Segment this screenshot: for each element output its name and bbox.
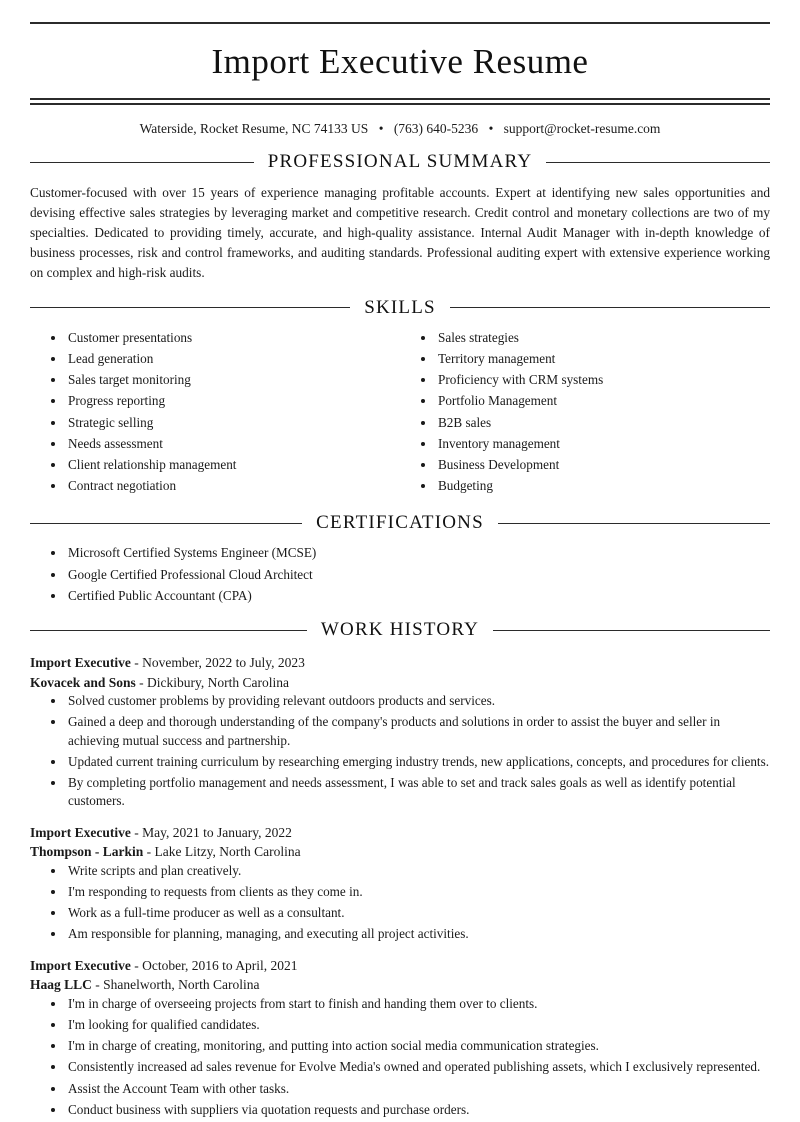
list-item: • Solved customer problems by providing relevant outdoors products and services. [66,692,770,710]
contact-separator-2: • [488,121,494,136]
job-title: Import Executive [30,824,131,840]
job-company: Haag LLC [30,977,92,993]
job-dash: - [134,655,139,671]
job-bullets [30,995,770,1119]
job-title-line [30,823,770,843]
section-title-skills: SKILLS [364,296,436,318]
contact-email[interactable]: support@rocket-resume.com [503,121,661,136]
job-bullets [30,862,770,944]
list-item: • Google Certified Professional Cloud Architect [66,566,770,584]
work-history-entry [30,956,770,1119]
list-item: • Business Development [436,456,770,474]
section-rule-right [450,307,770,308]
title-underline-rule [30,98,770,105]
list-item: • Conduct business with suppliers via quotation requests and purchase orders. [66,1101,770,1119]
contact-address: Waterside, Rocket Resume, NC 74133 US [139,121,369,136]
list-item: • Territory management [436,350,770,368]
job-dash: - [146,844,152,860]
job-title: Import Executive [30,655,131,671]
job-dash: - [134,824,139,840]
section-rule-left [30,162,254,163]
summary-paragraph: Customer-focused with over 15 years of experience managing profitable accounts. Expert at identifying new sales opportunities and devising effective sales strategies by leveraging market and competitive research. Credit control and monetary collections are two of my specialties. Dedicated to providing timely, accurate, and high-quality assistance. Internal Audit Manager with in-depth knowledge of business processes, risk and control frameworks, and auditing standards. Professional auditing expert with extensive experience working on complex and high-risk audits. [30,185,770,280]
list-item: • Client relationship management [66,456,400,474]
list-item: • Assist the Account Team with other tasks. [66,1080,770,1098]
job-company-line [30,673,770,693]
list-item: • Gained a deep and thorough understanding of the company's products and solutions in order to assist the buyer and seller in achieving mutual success and partnership. [66,713,770,749]
list-item: • Contract negotiation [66,477,400,495]
section-rule-right [493,630,770,631]
list-item: • I'm responding to requests from clients as they come in. [66,883,770,901]
list-item: • I'm in charge of creating, monitoring, and putting into action social media communication strategies. [66,1037,770,1055]
contact-separator-1: • [378,121,384,136]
skills-list-left [30,329,400,496]
list-item: • Inventory management [436,435,770,453]
section-title-work-history: WORK HISTORY [320,619,480,641]
job-company-line [30,975,770,995]
list-item: • Am responsible for planning, managing, and executing all project activities. [66,925,770,943]
list-item: • Customer presentations [66,329,400,347]
list-item: • Lead generation [66,350,400,368]
section-header-skills [30,297,770,319]
list-item: • Portfolio Management [436,392,770,410]
job-title: Import Executive [30,957,131,973]
list-item: • Proficiency with CRM systems [436,371,770,389]
work-history-entry [30,653,770,810]
section-rule-right [498,523,770,524]
contact-line [30,121,770,137]
section-header-certifications [30,512,770,534]
job-dates: November, 2022 to July, 2023 [142,655,305,671]
skills-column-left [30,329,400,499]
contact-phone: (763) 640-5236 [393,121,479,136]
list-item: • I'm looking for qualified candidates. [66,1016,770,1034]
skills-columns [30,329,770,499]
certifications-list [30,544,770,605]
list-item: • I'm in charge of overseeing projects from start to finish and handing them over to clients. [66,995,770,1013]
list-item: • B2B sales [436,414,770,432]
list-item: • Sales strategies [436,329,770,347]
job-location: Lake Litzy, North Carolina [154,844,301,860]
job-dates: October, 2016 to April, 2021 [142,957,298,973]
job-title-line [30,956,770,976]
list-item: • Consistently increased ad sales revenue for Evolve Media's owned and operated publishing assets, which I exclusively represented. [66,1058,770,1076]
list-item: • Needs assessment [66,435,400,453]
job-bullets [30,692,770,810]
section-rule-left [30,630,307,631]
section-header-summary [30,151,770,173]
section-work-history [30,619,770,1119]
list-item: • Microsoft Certified Systems Engineer (MCSE) [66,544,770,562]
work-history-entry [30,823,770,944]
job-location: Shanelworth, North Carolina [103,977,260,993]
list-item: • Progress reporting [66,392,400,410]
section-header-work-history [30,619,770,641]
job-company: Kovacek and Sons [30,674,136,690]
section-skills [30,297,770,499]
page-title: Import Executive Resume [211,42,589,81]
job-title-line [30,653,770,673]
skills-list-right [400,329,770,496]
list-item: • Certified Public Accountant (CPA) [66,587,770,605]
section-rule-right [546,162,770,163]
section-rule-left [30,523,302,524]
job-company: Thompson - Larkin [30,844,144,860]
section-rule-left [30,307,350,308]
list-item: • Write scripts and plan creatively. [66,862,770,880]
section-professional-summary [30,151,770,283]
section-title-summary: PROFESSIONAL SUMMARY [267,151,533,172]
list-item: • Budgeting [436,477,770,495]
job-dash: - [134,957,139,973]
job-dates: May, 2021 to January, 2022 [142,824,292,840]
section-certifications [30,512,770,605]
job-dash: - [139,674,144,690]
job-location: Dickibury, North Carolina [147,674,289,690]
section-title-certifications: CERTIFICATIONS [316,512,484,534]
job-dash: - [95,977,100,993]
top-rule [30,22,770,24]
list-item: • Work as a full-time producer as well as a consultant. [66,904,770,922]
job-company-line [30,842,770,862]
list-item: • By completing portfolio management and needs assessment, I was able to set and track sales goals as well as identify potential customers. [66,774,770,810]
list-item: • Strategic selling [66,414,400,432]
list-item: • Updated current training curriculum by researching emerging industry trends, new applications, concepts, and procedures for clients. [66,753,770,771]
list-item: • Sales target monitoring [66,371,400,389]
skills-column-right [400,329,770,499]
